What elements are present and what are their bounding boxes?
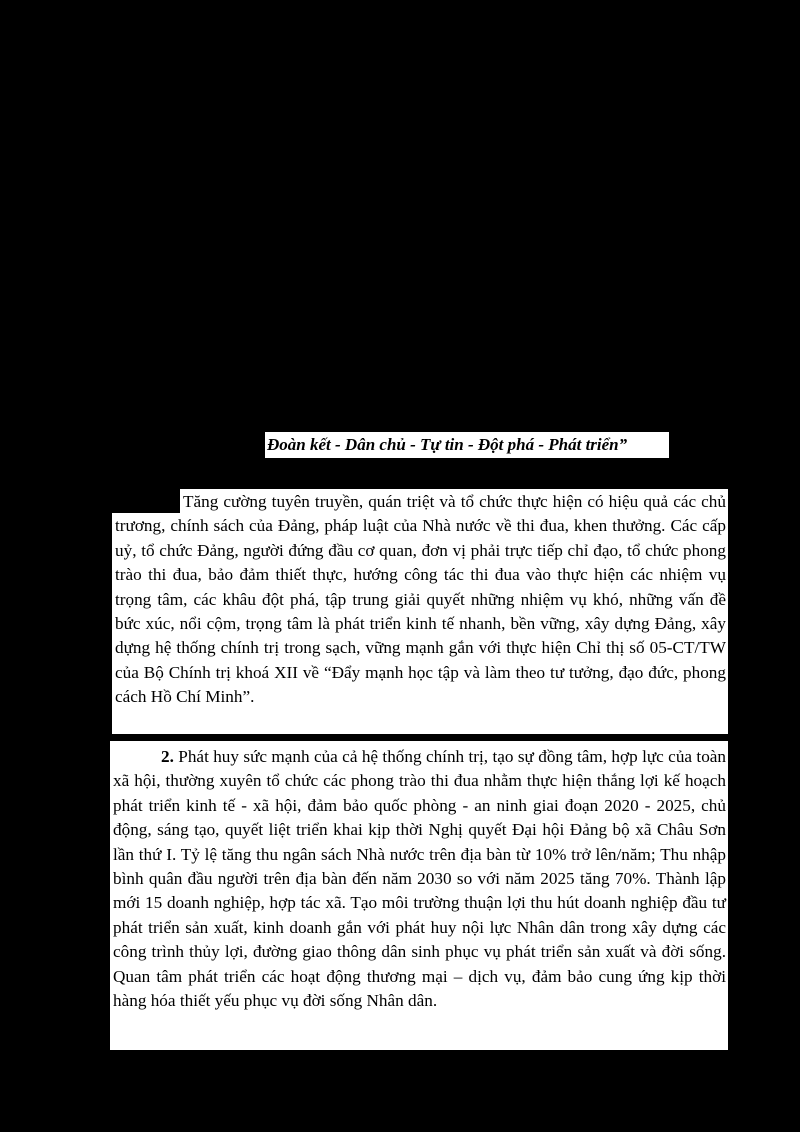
- text-block-2: [110, 741, 728, 1050]
- redaction-mask: [112, 489, 180, 513]
- paragraph-2-number: 2.: [161, 747, 174, 766]
- paragraph-2-text: Phát huy sức mạnh của cả hệ thống chính trị, tạo sự đồng tâm, hợp lực của toàn xã hội, thường xuyên tổ chức các phong trào thi đua nhằm thực hiện thắng lợi kế hoạch phát triển kinh tế - xã hội, đảm bảo quốc phòng - an ninh giai đoạn 2020 - 2025, chủ động, sáng tạo, quyết liệt triển khai kịp thời Nghị quyết Đại hội Đảng bộ xã Châu Sơn lần thứ I. Tỷ lệ tăng thu ngân sách Nhà nước trên địa bàn từ 10% trở lên/năm; Thu nhập bình quân đầu người trên địa bàn đến năm 2030 so với năm 2025 tăng 70%. Thành lập mới 15 doanh nghiệp, hợp tác xã. Tạo môi trường thuận lợi thu hút doanh nghiệp đầu tư phát triển sản xuất, kinh doanh gắn với phát huy nội lực Nhân dân trong xây dựng các công trình thủy lợi, đường giao thông dân sinh phục vụ phát triển sản xuất và đời sống. Quan tâm phát triển các hoạt động thương mại – dịch vụ, đảm bảo cung ứng kịp thời hàng hóa thiết yếu phục vụ đời sống Nhân dân.: [113, 747, 727, 1011]
- motto-slogan: Đoàn kết - Dân chủ - Tự tin - Đột phá - Phát triển”: [265, 432, 669, 458]
- text-block-1: [112, 489, 728, 734]
- paragraph-2: [113, 745, 726, 1013]
- paragraph-1: Tăng cường tuyên truyền, quán triệt và tổ chức thực hiện có hiệu quả các chủ trương, chính sách của Đảng, pháp luật của Nhà nước về thi đua, khen thưởng. Các cấp uỷ, tổ chức Đảng, người đứng đầu cơ quan, đơn vị phải trực tiếp chỉ đạo, tổ chức phong trào thi đua, bảo đảm thiết thực, hướng công tác thi đua vào thực hiện các nhiệm vụ trọng tâm, các khâu đột phá, tập trung giải quyết những nhiệm vụ khó, những vấn đề bức xúc, nổi cộm, trọng tâm là phát triển kinh tế nhanh, bền vững, xây dựng Đảng, xây dựng hệ thống chính trị trong sạch, vững mạnh gắn với thực hiện Chỉ thị số 05-CT/TW của Bộ Chính trị khoá XII về “Đẩy mạnh học tập và làm theo tư tưởng, đạo đức, phong cách Hồ Chí Minh”.: [115, 492, 726, 707]
